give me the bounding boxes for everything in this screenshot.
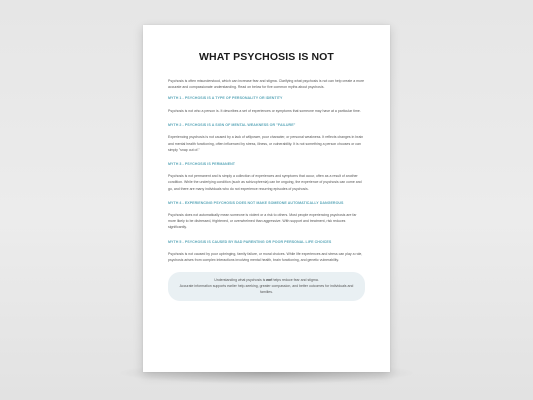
summary-line-2: Accurate information supports earlier help-seeking, greater compassion, and better outcomes for individuals and families. xyxy=(179,284,354,295)
myth-body: Experiencing psychosis is not caused by a lack of willpower, poor character, or personal weakness. It reflects changes in brain and mental health functioning, often influenced by stress, illness, or vulnerability. It is not something a person chooses or can simply "snap out of." xyxy=(168,135,364,152)
summary-callout xyxy=(168,272,365,301)
myth-heading: MYTH 1 - PSYCHOSIS IS A TYPE OF PERSONALITY OR IDENTITY xyxy=(168,96,283,101)
myth-section-5 xyxy=(168,240,365,264)
myth-heading: MYTH 3 - PSYCHOSIS IS PERMANENT xyxy=(168,161,236,166)
myth-heading: MYTH 2 - PSYCHOSIS IS A SIGN OF MENTAL WEAKNESS OR "FAILURE" xyxy=(168,122,296,127)
intro-paragraph: Psychosis is often misunderstood, which can increase fear and stigma. Clarifying what psychosis is not can help create a more accurate and compassionate understanding. Read on below for five common myths about psychosis. xyxy=(168,79,365,90)
myth-body: Psychosis does not automatically mean someone is violent or a risk to others. Most people experiencing psychosis are far more likely to be distressed, frightened, or overwhelmed than aggressive. With support and treatment, risk reduces significantly. xyxy=(168,213,357,230)
myth-body: Psychosis is not permanent and is simply a collection of experiences and symptoms that occur, often as a result of another condition. While the underlying condition (such as schizophrenia) can be ongoing, the experience of psychosis can come and go, and there are many individuals who do not experience recurring episodes of psychosis. xyxy=(168,174,362,191)
myth-heading: MYTH 5 - PSYCHOSIS IS CAUSED BY BAD PARENTING OR POOR PERSONAL LIFE CHOICES xyxy=(168,239,332,244)
summary-emphasis: not xyxy=(266,278,272,283)
myth-section-2 xyxy=(168,123,365,153)
myth-section-1 xyxy=(168,96,365,114)
myth-section-3 xyxy=(168,162,365,192)
myth-heading: MYTH 4 - EXPERIENCING PSYCHOSIS DOES NOT MAKE SOMEONE AUTOMATICALLY DANGEROUS xyxy=(168,200,344,205)
document-page xyxy=(143,25,390,372)
summary-text-pre: Understanding what psychosis is xyxy=(214,278,267,283)
summary-text-post: helps reduce fear and stigma. xyxy=(271,278,319,283)
myth-body: Psychosis is not caused by poor upbringing, family failure, or moral choices. While life experiences and stress can play a role, psychosis arises from complex interactions involving mental health, brain functioning, and genetic vulnerability. xyxy=(168,252,363,263)
document-title: WHAT PSYCHOSIS IS NOT xyxy=(199,51,334,63)
myth-body: Psychosis is not who a person is. It describes a set of experiences or symptoms that someone may have at a particular time. xyxy=(168,108,361,113)
myth-section-4 xyxy=(168,201,365,231)
